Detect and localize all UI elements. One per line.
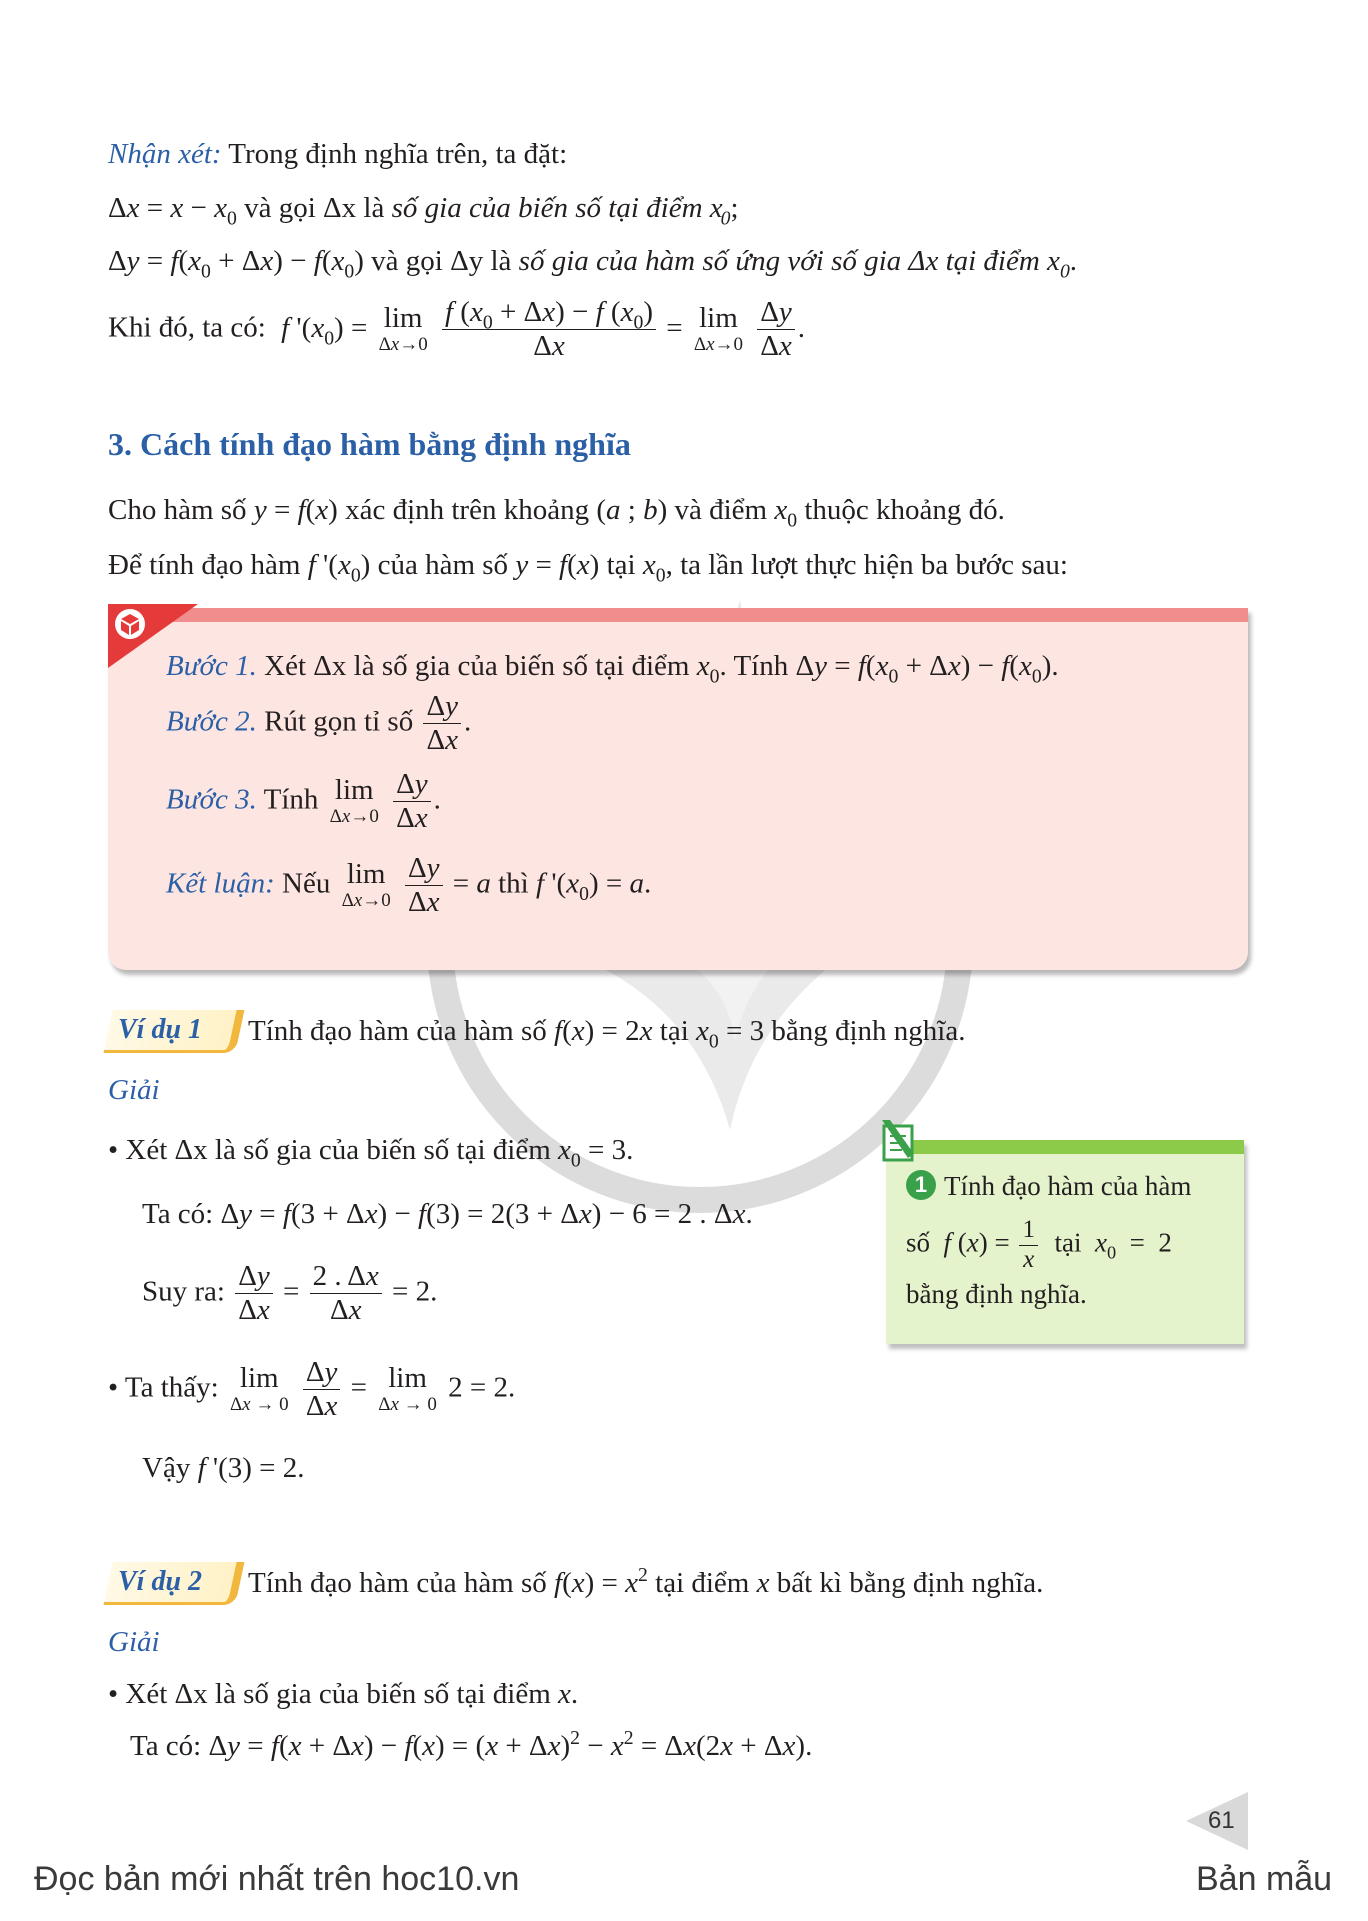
ex2-we-have-label: Ta có:	[130, 1730, 202, 1762]
ex1-so: Suy ra: $\frac{\Delta y}{\Delta x}$ = $\frac{2 . \Delta x}{\Delta x}$ = 2.	[142, 1260, 438, 1327]
ratio-2dx-dx: $\frac{2 . \Delta x}{\Delta x}$	[310, 1260, 382, 1328]
footer-website-link[interactable]: Đọc bản mới nhất trên hoc10.vn	[34, 1860, 520, 1898]
p2-text-c: tại	[606, 549, 636, 581]
limit-symbol: lim Δx→0	[378, 302, 428, 355]
example-2-problem: Tính đạo hàm của hàm số $f(x) = x^2$ tại điểm x bất kì bằng định nghĩa.	[248, 1564, 1044, 1599]
ex2-problem-a: Tính đạo hàm của hàm số	[248, 1567, 547, 1599]
example-1-tag-label: Ví dụ 1	[118, 1014, 203, 1045]
remark-label: Nhận xét:	[108, 138, 222, 170]
procedure-step-1: Bước 1. Xét Δx là số gia của biến số tại điểm $x_0$. Tính $\Delta y = f(x_0 + \Delta x) - f(x_0)$.	[166, 650, 1059, 688]
conclusion-if: Nếu	[282, 867, 331, 900]
procedure-step-2: Bước 2. Rút gọn tỉ số $\frac{\Delta y}{\Delta x}$ .	[166, 690, 472, 757]
ex1-bullet-1: • Xét Δx là số gia của biến số tại điểm $x_0 = 3$.	[108, 1134, 634, 1172]
ex2-problem-c: bất kì bằng định nghĩa.	[776, 1567, 1044, 1599]
ex2-bullet-1: • Xét Δx là số gia của biến số tại điểm x.	[108, 1678, 579, 1710]
remark-intro: Trong định nghĩa trên, ta đặt:	[228, 138, 568, 170]
practice-1-line-3	[906, 1278, 1087, 1312]
ex1-bullet1-text: Xét Δx là số gia của biến số tại điểm	[125, 1134, 551, 1166]
page-number: 61	[1208, 1807, 1235, 1834]
difference-quotient: $\frac{f (x_0 + \Delta x) - f (x_0)}{\Delta x}$	[442, 296, 656, 364]
ex1-bullet-2: • Ta thấy: lim Δx → 0 $\frac{\Delta y}{\Delta x}$ = lim Δx → 0 2 = 2.	[108, 1356, 516, 1423]
practice-1-line-1	[906, 1170, 1191, 1204]
step1-text2: . Tính	[719, 650, 789, 682]
procedure-step-3: Bước 3. Tính lim Δx→0 $\frac{\Delta y}{\Delta x}$ .	[166, 768, 441, 835]
example-1-problem: Tính đạo hàm của hàm số f(x) = 2x tại $x_0 = 3$ bằng định nghĩa.	[248, 1015, 966, 1053]
derivative-definition-formula: f '$(x_0)$ = lim Δx→0 $\frac{f (x_0 + \Delta x) - f (x_0)}{\Delta x}$ = lim Δx→0 $\frac{\Delta y}{\Delta x}$ .	[281, 296, 806, 363]
remark-line2-term: số gia của hàm số ứng với số gia Δx tại điểm x	[518, 245, 1060, 277]
p1-text-c: và điểm	[674, 494, 768, 526]
limit-symbol: lim Δx→0	[693, 302, 743, 355]
formula-delta-x: $\Delta x = x - x_0$	[108, 192, 237, 230]
p2-text-d: , ta lần lượt thực hiện ba bước sau:	[665, 549, 1068, 581]
practice-number-badge: 1	[906, 1170, 936, 1200]
remark-conclusion-lead: Khi đó, ta có:	[108, 311, 266, 344]
fraction-1-over-x: $\frac{1}{x}$	[1019, 1216, 1038, 1275]
ratio-dy-dx: $\frac{\Delta y}{\Delta x}$	[303, 1356, 341, 1424]
remark-line1-text: và gọi Δx là	[244, 192, 385, 224]
example-2-solution-label: Giải	[108, 1626, 160, 1658]
ratio-dy-dx: $\frac{\Delta y}{\Delta x}$	[405, 852, 443, 920]
section3-paragraph-2: Để tính đạo hàm f '$(x_0)$ của hàm số y = f(x) tại $x_0$, ta lần lượt thực hiện ba bước sau:	[108, 549, 1068, 587]
example-1-solution-label: Giải	[108, 1074, 160, 1106]
p2-text-a: Để tính đạo hàm	[108, 549, 301, 581]
remark-line-dy: $\Delta y = f(x_0 + \Delta x) - f(x_0)$ và gọi Δy là số gia của hàm số ứng với số gia Δx tại điểm $x_0$.	[108, 245, 1078, 283]
section-title: 3. Cách tính đạo hàm bằng định nghĩa	[108, 426, 631, 462]
ratio-dy-dx: $\frac{\Delta y}{\Delta x}$	[423, 690, 461, 758]
ratio-dy-dx: $\frac{\Delta y}{\Delta x}$	[757, 296, 795, 364]
conclusion-label: Kết luận:	[166, 867, 275, 900]
step2-label: Bước 2.	[166, 705, 257, 738]
procedure-conclusion: Kết luận: Nếu lim Δx→0 $\frac{\Delta y}{\Delta x}$ = a thì f '$(x_0) = a$.	[166, 852, 652, 919]
ex2-problem-b: tại điểm	[655, 1567, 750, 1599]
ex1-bullet2-text: Ta thấy:	[124, 1371, 219, 1404]
practice-1-text-2a: số	[906, 1227, 931, 1258]
footer-sample-label: Bản mẫu	[1196, 1860, 1333, 1898]
p1-text-a: Cho hàm số	[108, 494, 247, 526]
remark-line-intro	[108, 136, 567, 172]
remark-conclusion	[108, 296, 805, 364]
formula-delta-y: $\Delta y = f(x_0 + \Delta x) - f(x_0)$	[108, 245, 364, 283]
practice-1-text-2b: tại	[1054, 1227, 1082, 1258]
practice-1-line-2: số f (x) = $\frac{1}{x}$ tại $x_0 = 2$	[906, 1216, 1172, 1273]
ex2-we-have: Ta có: $\Delta y = f(x + \Delta x) - f(x) = (x + \Delta x)^2 - x^2 = \Delta x(2x + \Delta x)$.	[130, 1727, 813, 1762]
practice-1-text-3: bằng định nghĩa.	[906, 1279, 1087, 1309]
section3-paragraph-1: Cho hàm số y = f(x) xác định trên khoảng (a ; b) và điểm $x_0$ thuộc khoảng đó.	[108, 494, 1005, 532]
p2-text-b: của hàm số	[377, 549, 509, 581]
ex1-so-label: Suy ra:	[142, 1275, 225, 1308]
step1-text: Xét Δx là số gia của biến số tại điểm	[264, 650, 690, 682]
limit-symbol: lim Δx → 0	[378, 1362, 437, 1415]
ex1-therefore: Vậy f '(3) = 2.	[142, 1452, 305, 1484]
limit-symbol: lim Δx→0	[341, 858, 391, 911]
ex2-bullet1-text: Xét Δx là số gia của biến số tại điểm	[125, 1678, 551, 1710]
practice-1-text-1: Tính đạo hàm của hàm	[944, 1171, 1192, 1201]
step2-text: Rút gọn tỉ số	[264, 705, 414, 738]
ratio-dy-dx: $\frac{\Delta y}{\Delta x}$	[393, 768, 431, 836]
ratio-dy-dx: $\frac{\Delta y}{\Delta x}$	[235, 1260, 273, 1328]
pencil-note-icon	[880, 1118, 920, 1168]
remark-line1-term: số gia của biến số tại điểm x	[391, 192, 723, 224]
ex1-we-have-label: Ta có:	[142, 1198, 214, 1230]
limit-symbol: lim Δx → 0	[229, 1362, 289, 1415]
example-2-tag-label: Ví dụ 2	[118, 1566, 203, 1597]
step3-text: Tính	[263, 783, 319, 816]
conclusion-then: thì	[498, 867, 529, 900]
ex1-we-have: Ta có: Δy = f(3 + Δx) − f(3) = 2(3 + Δx) − 6 = 2 . Δx.	[142, 1198, 753, 1230]
p1-text-b: xác định trên khoảng	[345, 494, 590, 526]
remark-line2-text: và gọi Δy là	[371, 245, 512, 277]
ex1-therefore-label: Vậy	[142, 1452, 191, 1484]
step1-label: Bước 1.	[166, 650, 257, 682]
p1-text-d: thuộc khoảng đó.	[804, 494, 1005, 526]
step3-label: Bước 3.	[166, 783, 257, 816]
ex1-problem-c: bằng định nghĩa.	[771, 1015, 966, 1047]
limit-symbol: lim Δx→0	[329, 774, 379, 827]
remark-line-dx: $\Delta x = x - x_0$ và gọi Δx là số gia của biến số tại điểm $x_0$;	[108, 192, 739, 230]
ex1-problem-b: tại	[659, 1015, 689, 1047]
ex1-problem-a: Tính đạo hàm của hàm số	[248, 1015, 547, 1047]
